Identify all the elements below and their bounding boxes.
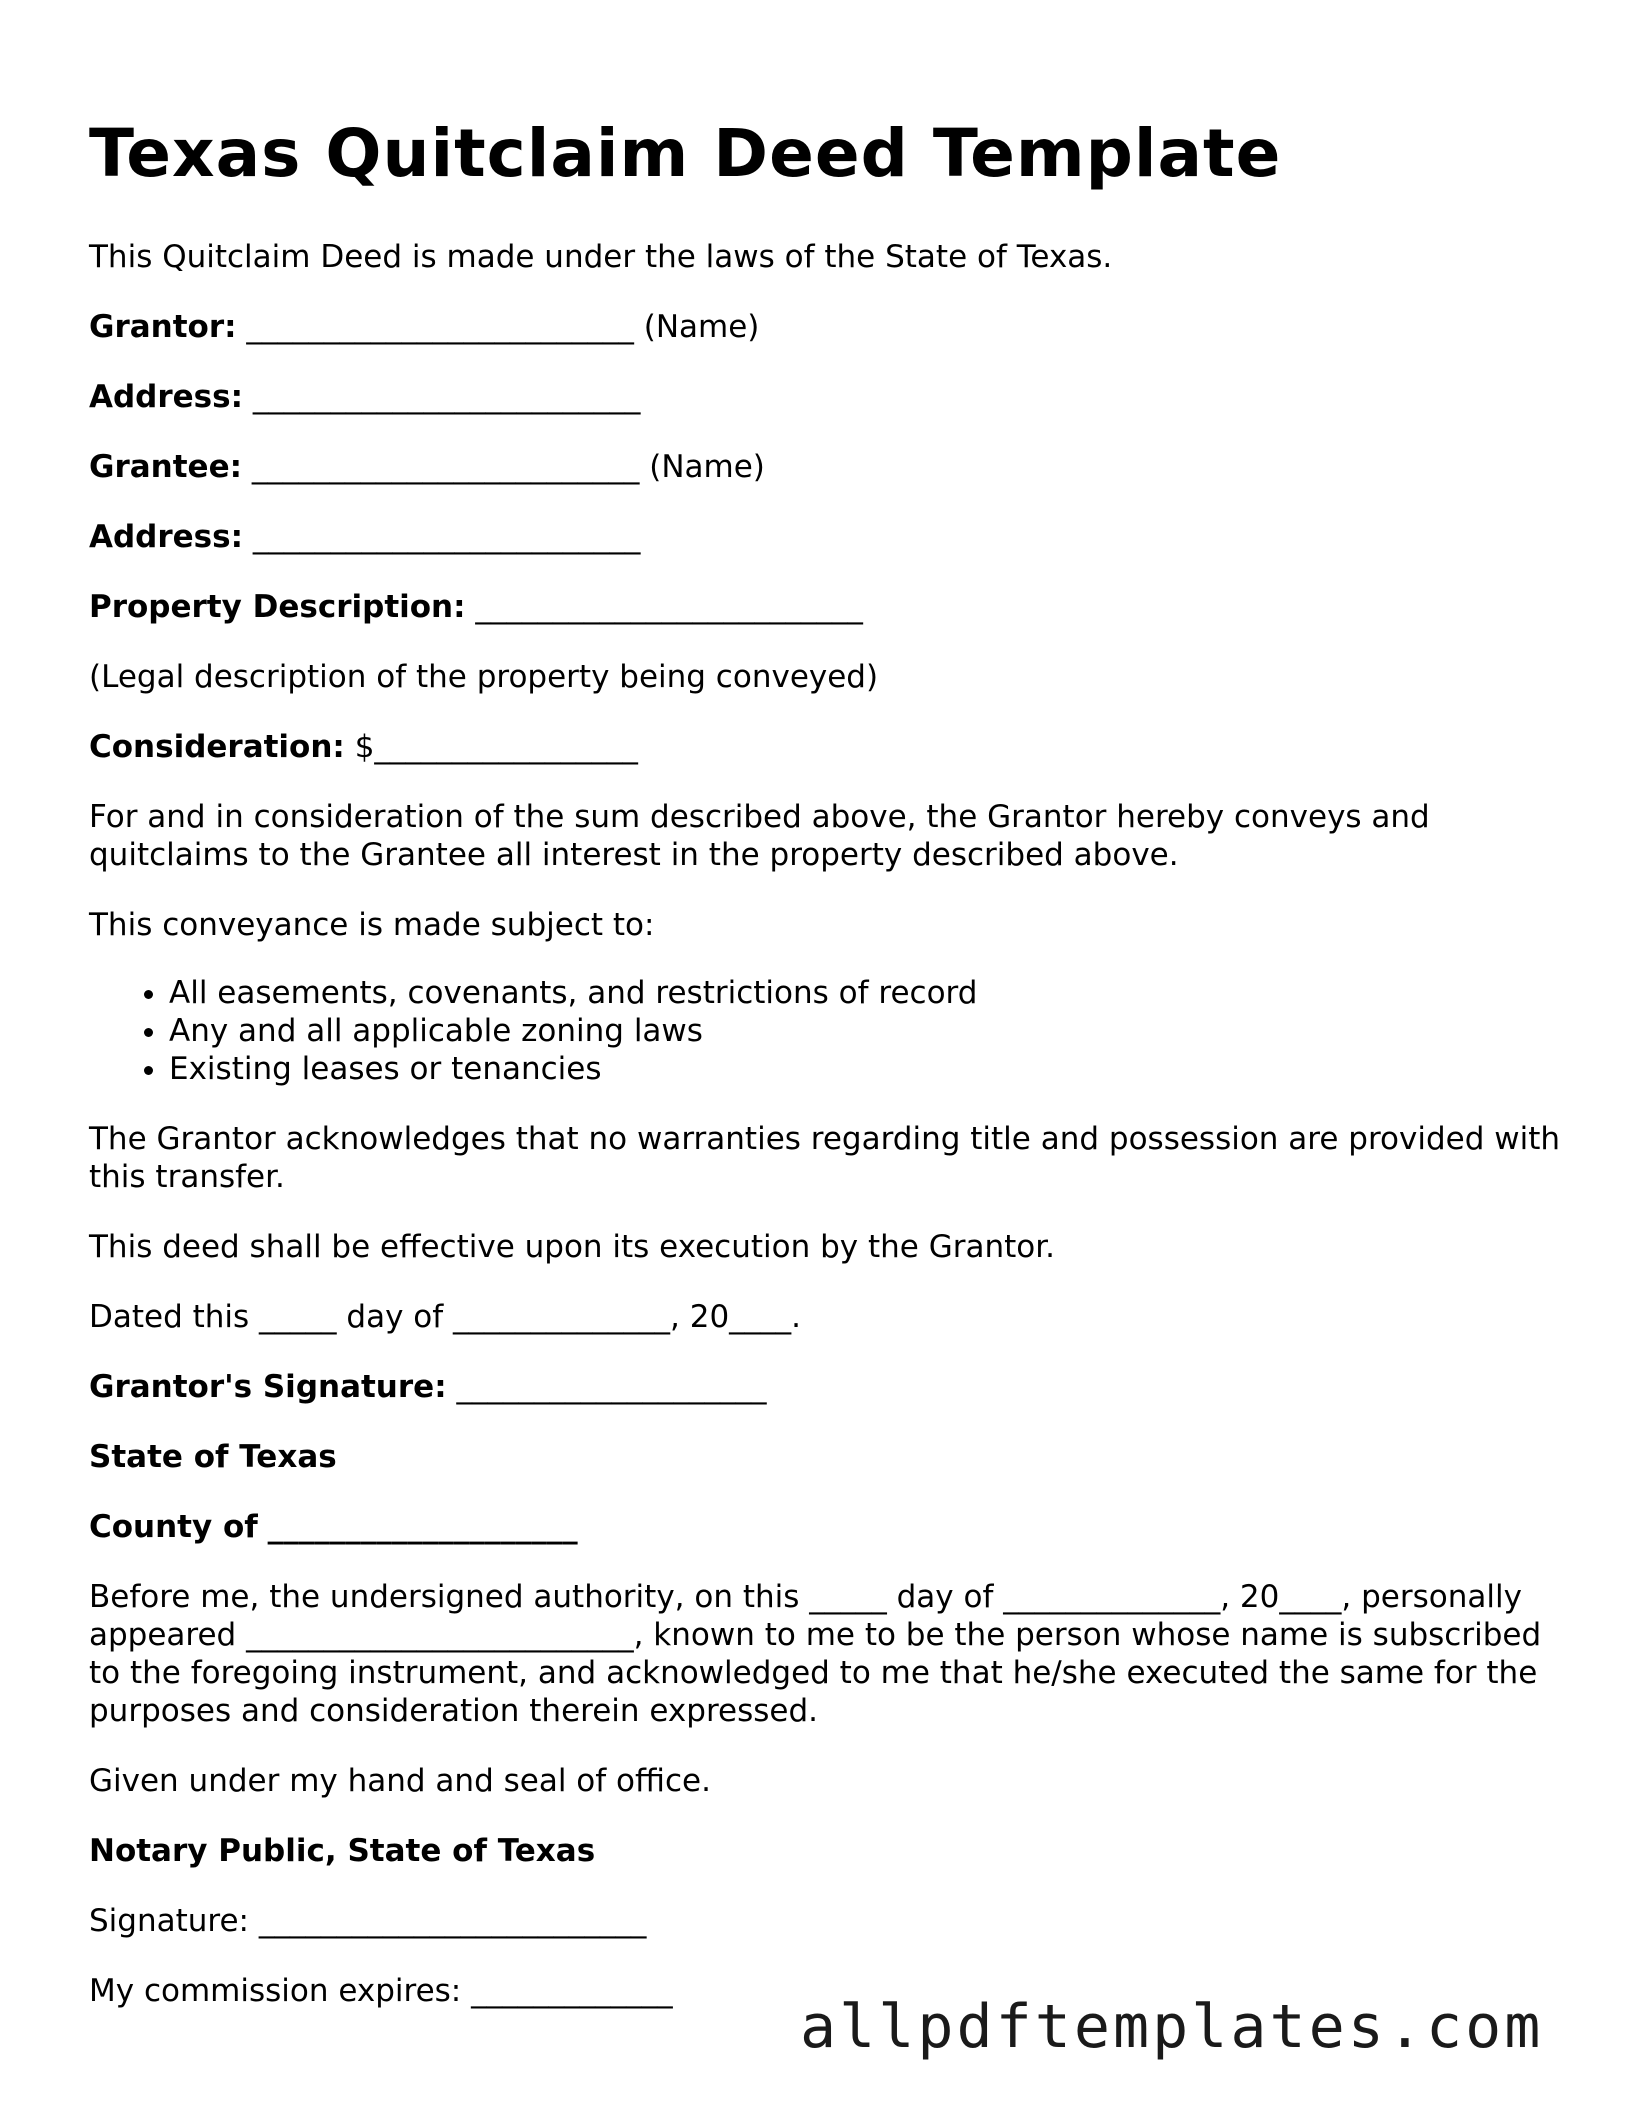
grantee-address-blank: _________________________ [252,519,641,555]
grantee-address-line [89,518,1569,556]
notary-signature-line [89,1902,1569,1940]
grantor-signature-label: Grantor's Signature: [89,1369,447,1405]
grantor-address-label: Address: [89,379,243,415]
list-item: • Existing leases or tenancies [169,1050,1569,1088]
state-heading-text: State of Texas [89,1439,337,1475]
watermark: allpdftemplates.com [800,1992,1544,2062]
county-line [89,1508,1569,1546]
grantor-signature-blank: ____________________ [456,1369,767,1405]
conveyance-text: For and in consideration of the sum described above, the Grantor hereby conveys and quitclaims to the Grantee all interest in the property described above. [89,799,1440,873]
grantor-address-line [89,378,1569,416]
grantee-label: Grantee: [89,449,242,485]
consideration-line [89,728,1569,766]
grantor-signature-line [89,1368,1569,1406]
notary-heading [89,1832,1569,1870]
grantee-note: (Name) [649,449,765,485]
document-page [89,112,1569,2042]
subject-intro: This conveyance is made subject to: [89,907,655,943]
intro-text: This Quitclaim Deed is made under the laws of the State of Texas. [89,239,1113,275]
state-heading [89,1438,1569,1476]
notary-signature-label: Signature: [89,1903,249,1939]
commission-blank: _____________ [471,1973,673,2009]
property-description-line [89,588,1569,626]
notary-heading-text: Notary Public, State of Texas [89,1833,596,1869]
grantor-line [89,308,1569,346]
commission-label: My commission expires: [89,1973,462,2009]
effective-text: This deed shall be effective upon its execution by the Grantor. [89,1229,1055,1265]
county-label: County of [89,1509,258,1545]
list-item: • Any and all applicable zoning laws [169,1012,1569,1050]
grantee-line [89,448,1569,486]
consideration-label: Consideration: [89,729,345,765]
grantee-blank: _________________________ [251,449,640,485]
grantee-address-label: Address: [89,519,243,555]
county-blank: ____________________ [267,1509,578,1545]
grantor-label: Grantor: [89,309,237,345]
property-description-blank: _________________________ [475,589,863,625]
dated-line: Dated this _____ day of ______________, 20____. [89,1299,802,1335]
notary-signature-blank: _________________________ [258,1903,647,1939]
property-note: (Legal description of the property being conveyed) [89,659,879,695]
grantor-address-blank: _________________________ [252,379,641,415]
property-description-label: Property Description: [89,589,466,625]
page-title: Texas Quitclaim Deed Template [89,115,1282,192]
grantor-blank: _________________________ [246,309,634,345]
list-item: • All easements, covenants, and restrictions of record [169,974,1569,1012]
warranty-text: The Grantor acknowledges that no warranties regarding title and possession are provided with this transfer. [89,1121,1570,1195]
consideration-blank: $_________________ [354,729,638,765]
given-text: Given under my hand and seal of office. [89,1763,711,1799]
subject-list [89,974,1569,1088]
acknowledgment-text: Before me, the undersigned authority, on this _____ day of ______________, 20____, personally appeared _________________________, known to me to be the person whose name is subscribed to the foregoing instrument, and acknowledged to me that he/she executed the same for the purposes and consideration therein expressed. [89,1579,1551,1729]
grantor-note: (Name) [643,309,760,345]
